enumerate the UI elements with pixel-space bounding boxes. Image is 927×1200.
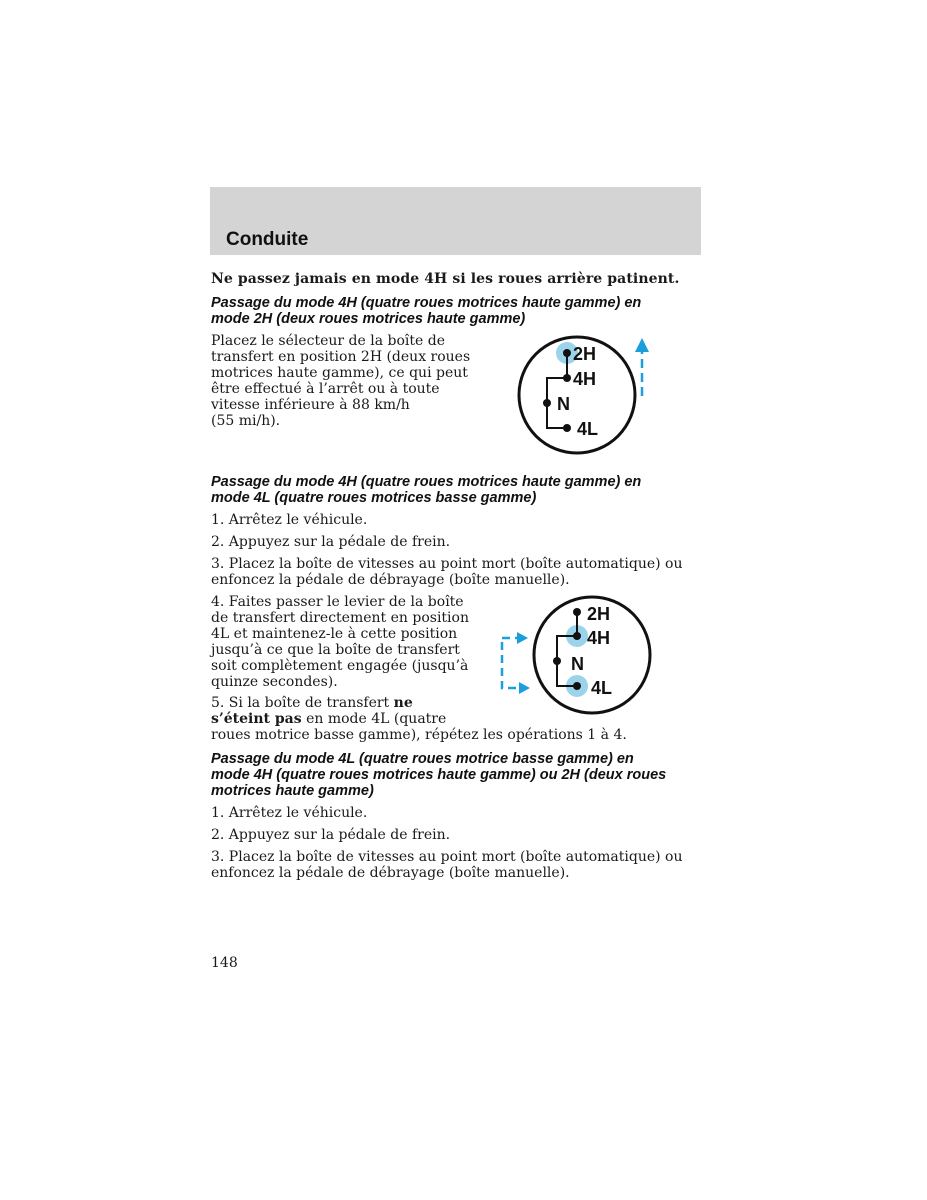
shift-diagram-4h-to-2h — [515, 330, 665, 460]
step-text: 1. Arrêtez le véhicule. — [211, 512, 368, 528]
step-line: 5. Si la boîte de transfert — [211, 695, 394, 711]
body-line: Placez le sélecteur de la boîte de — [211, 333, 446, 349]
step-line: enfoncez la pédale de débrayage (boîte manuelle). — [211, 572, 570, 588]
step-bold: s’éteint pas — [211, 711, 302, 727]
step-text: 2. Appuyez sur la pédale de frein. — [211, 534, 451, 550]
step-line: 3. Placez la boîte de vitesses au point mort (boîte automatique) ou — [211, 556, 683, 572]
step-line: en mode 4L (quatre — [301, 711, 447, 727]
heading-line: Passage du mode 4H (quatre roues motrices haute gamme) en — [211, 295, 642, 311]
shift-path-arrow — [502, 642, 519, 688]
step-line: 3. Placez la boîte de vitesses au point mort (boîte automatique) ou — [211, 849, 683, 865]
body-line: vitesse inférieure à 88 km/h — [211, 397, 410, 413]
position-dot-4h — [563, 374, 571, 382]
step-text: 2. Appuyez sur la pédale de frein. — [211, 827, 451, 843]
warning-text: Ne passez jamais en mode 4H si les roues arrière patinent. — [211, 271, 680, 287]
label-4l: 4L — [577, 419, 599, 439]
section2-heading — [211, 474, 701, 506]
step-line: soit complètement engagée (jusqu’à — [211, 658, 469, 674]
step-line: quinze secondes). — [211, 674, 338, 690]
body-line: (55 mi/h). — [211, 413, 281, 429]
position-dot-4l — [573, 682, 581, 690]
position-dot-2h — [563, 349, 571, 357]
section1-body — [211, 333, 470, 429]
section-header-band — [210, 187, 701, 255]
step-line: 4L et maintenez-le à cette position — [211, 626, 458, 642]
heading-line: mode 2H (deux roues motrices haute gamme) — [211, 311, 526, 327]
step-line: de transfert directement en position — [211, 610, 469, 626]
section-title: Conduite — [226, 229, 309, 250]
label-2h: 2H — [587, 604, 611, 624]
heading-line: motrices haute gamme) — [211, 783, 374, 799]
step-text — [211, 849, 701, 881]
shift-diagram-4h-to-4l — [495, 592, 685, 722]
step-text — [211, 556, 701, 588]
label-n: N — [571, 654, 584, 674]
step-line: enfoncez la pédale de débrayage (boîte manuelle). — [211, 865, 570, 881]
section3-heading — [211, 751, 701, 799]
position-dot-4h — [573, 632, 581, 640]
label-4h: 4H — [587, 628, 611, 648]
heading-line: Passage du mode 4H (quatre roues motrices haute gamme) en — [211, 474, 642, 490]
heading-line: mode 4L (quatre roues motrices basse gamme) — [211, 490, 537, 506]
heading-line: Passage du mode 4L (quatre roues motrice basse gamme) en — [211, 751, 634, 767]
up-arrow-head — [635, 338, 649, 352]
position-dot-n — [553, 657, 561, 665]
position-dot-2h — [573, 608, 581, 616]
step-line: jusqu’à ce que la boîte de transfert — [211, 642, 460, 658]
position-dot-n — [543, 399, 551, 407]
body-line: être effectué à l’arrêt ou à toute — [211, 381, 440, 397]
body-line: transfert en position 2H (deux roues — [211, 349, 471, 365]
section1-heading — [211, 295, 701, 327]
step-text — [211, 594, 471, 690]
arrow-head — [519, 682, 530, 694]
position-dot-4l — [563, 424, 571, 432]
label-2h: 2H — [573, 344, 597, 364]
page-number: 148 — [211, 955, 238, 971]
step-text: 1. Arrêtez le véhicule. — [211, 805, 368, 821]
label-n: N — [557, 394, 570, 414]
label-4h: 4H — [573, 369, 597, 389]
arrow-head — [517, 632, 528, 644]
body-line: motrices haute gamme), ce qui peut — [211, 365, 468, 381]
step-line: 4. Faites passer le levier de la boîte — [211, 594, 464, 610]
label-4l: 4L — [591, 678, 613, 698]
step-line: roues motrice basse gamme), répétez les opérations 1 à 4. — [211, 727, 627, 743]
heading-line: mode 4H (quatre roues motrices haute gamme) ou 2H (deux roues — [211, 767, 667, 783]
step-bold: ne — [393, 695, 413, 711]
